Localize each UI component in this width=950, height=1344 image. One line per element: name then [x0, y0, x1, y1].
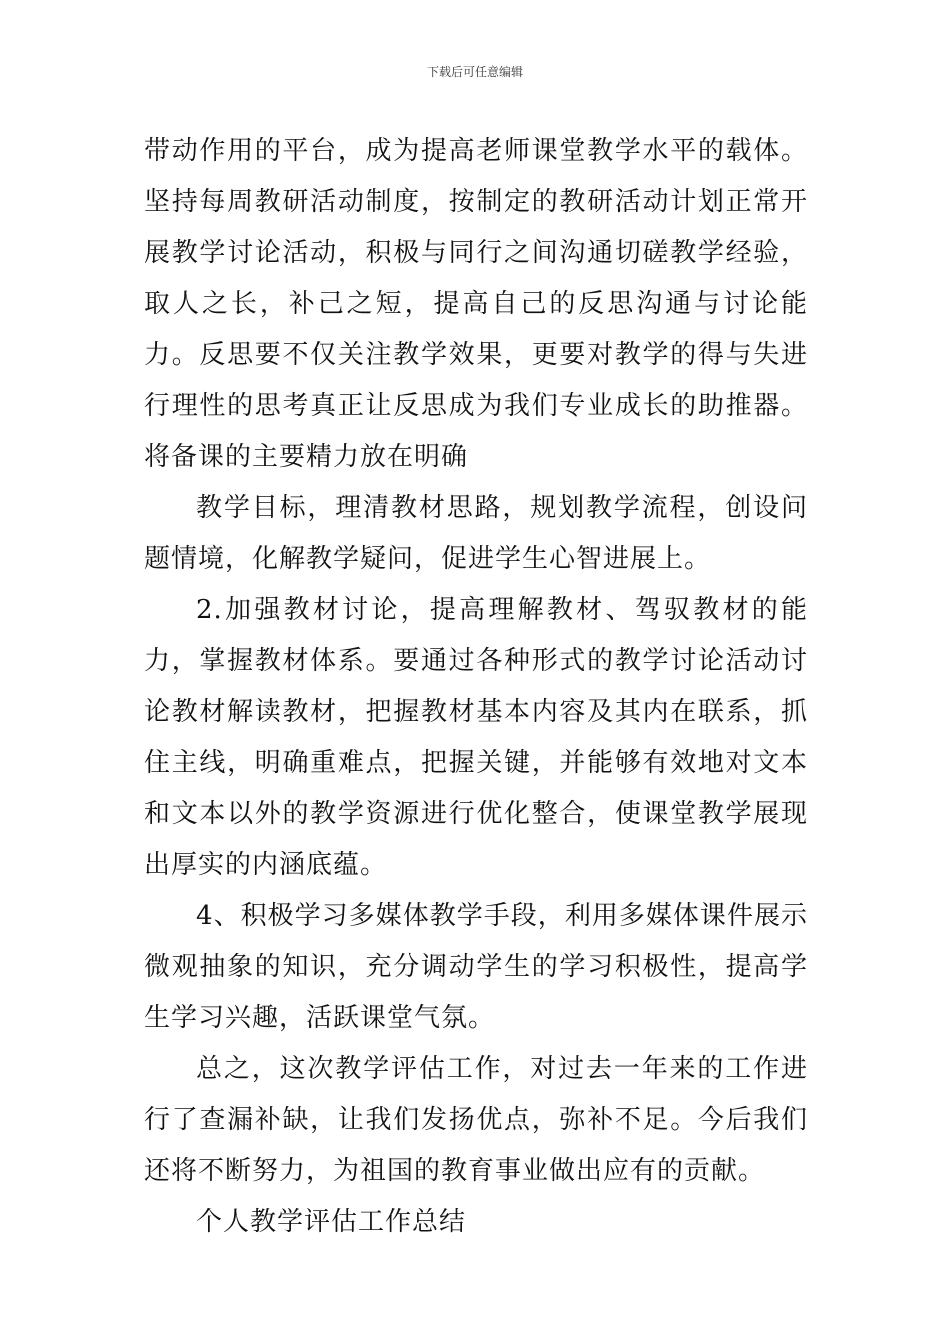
- section-title: 个人教学评估工作总结: [196, 1207, 467, 1237]
- paragraph-conclusion: 总之，这次教学评估工作，对过去一年来的工作进行了查漏补缺，让我们发扬优点，弥补不足。今后我们还将不断努力，为祖国的教育事业做出应有的贡献。: [144, 1054, 808, 1186]
- page-header: 下载后可任意编辑: [426, 65, 523, 79]
- document-body: [144, 126, 808, 1248]
- paragraph-multimedia: 4、积极学习多媒体教学手段，利用多媒体课件展示微观抽象的知识，充分调动学生的学习积极性，提高学生学习兴趣，活跃课堂气氛。: [144, 901, 808, 1033]
- paragraph-teaching-research: 带动作用的平台，成为提高老师课堂教学水平的载体。坚持每周教研活动制度，按制定的教研活动计划正常开展教学讨论活动，积极与同行之间沟通切磋教学经验，取人之长，补己之短，提高自己的反思沟通与讨论能力。反思要不仅关注教学效果，更要对教学的得与失进行理性的思考真正让反思成为我们专业成长的助推器。将备课的主要精力放在明确: [144, 136, 808, 472]
- paragraph-teaching-goals: 教学目标，理清教材思路，规划教学流程，创设问题情境，化解教学疑问，促进学生心智进展上。: [144, 493, 808, 574]
- paragraph-textbook-study: 2.加强教材讨论，提高理解教材、驾驭教材的能力，掌握教材体系。要通过各种形式的教学讨论活动讨论教材解读教材，把握教材基本内容及其内在联系，抓住主线，明确重难点，把握关键，并能够有效地对文本和文本以外的教学资源进行优化整合，使课堂教学展现出厚实的内涵底蕴。: [144, 595, 808, 880]
